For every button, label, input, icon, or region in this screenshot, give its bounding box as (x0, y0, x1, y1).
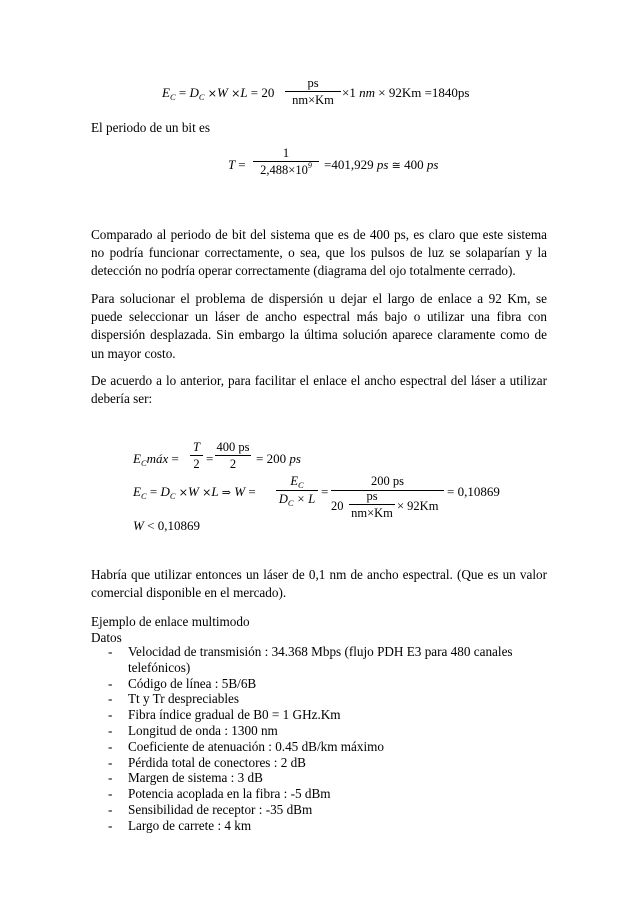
eq2-lhs (228, 157, 246, 173)
eq1-lhs: E (162, 85, 170, 100)
eq5-lt: < (147, 518, 155, 533)
eq2-unit-2: ps (426, 157, 439, 172)
list-item (91, 691, 551, 707)
eq3-lhs: E (133, 451, 141, 466)
eq3-unit: ps (289, 451, 301, 466)
paragraph-solucionar: Para solucionar el problema de dispersión u dejar el largo de enlace a 92 Km, se puede seleccionar un láser de ancho espectral más bajo o utilizar una fibra con dispersión desplazada. Sin embargo la última solución aparece claramente como de un mayor costo. (91, 291, 547, 361)
eq4-f1-num (276, 474, 318, 489)
eq4-times-2: × (202, 486, 212, 499)
list-dash: - (108, 754, 113, 770)
list-dash: - (108, 707, 113, 723)
list-item (91, 770, 551, 786)
eq1-frac-den: nm×Km (292, 93, 334, 107)
eq1-frac-num: ps (307, 76, 319, 90)
eq1-result: =1840ps (424, 85, 470, 100)
eq4-lhs: E (133, 484, 141, 499)
eq3-f1-den: 2 (193, 457, 200, 471)
eq4-w2: W (234, 484, 246, 499)
list-dash: - (108, 691, 113, 707)
eq5-w: W (133, 518, 144, 533)
eq3-f1-bar (190, 455, 203, 456)
eq2-result-2: 400 (404, 157, 424, 172)
eq4-f1-num-e: E (290, 474, 298, 488)
list-item-text: Potencia acoplada en la fibra : -5 dBm (128, 786, 331, 802)
eq4-f2-den-den: nm×Km (351, 506, 393, 520)
eq1-d: D (189, 85, 199, 100)
list-item (91, 786, 551, 802)
eq3-lhs-word: máx (146, 451, 169, 466)
eq3-result: = 200 (256, 451, 287, 466)
equation-w-limit (133, 518, 200, 534)
eq3-lhs-sub: C (140, 458, 147, 468)
list-item (91, 802, 551, 818)
eq1-km: × 92Km (378, 85, 422, 100)
eq4-f1-den-sub: C (287, 498, 294, 508)
eq2-frac-num: 1 (282, 146, 290, 160)
list-item-text: Tt y Tr despreciables (128, 691, 239, 707)
list-item-text: Longitud de onda : 1300 nm (128, 722, 278, 738)
eq1-times-1: × (207, 87, 217, 100)
eq2-equals: = (238, 157, 246, 172)
list-item-text: Margen de sistema : 3 dB (128, 770, 263, 786)
list-dash: - (108, 644, 113, 659)
eq4-times-1: × (178, 486, 188, 499)
list-item (91, 818, 551, 834)
eq4-result: = 0,10869 (447, 484, 500, 499)
eq3-equals: = (171, 451, 179, 466)
eq4-f1-den-rest: × L (296, 492, 316, 506)
list-item (91, 739, 551, 755)
eq1-l: L (240, 85, 248, 100)
list-item (91, 707, 551, 723)
list-item-text: Código de línea : 5B/6B (128, 675, 257, 691)
list-item (91, 755, 551, 771)
eq4-w: W (188, 484, 199, 499)
list-dash: - (108, 722, 113, 738)
list-item (91, 644, 551, 676)
periodo-bit-text: El periodo de un bit es (91, 120, 211, 135)
eq3-f2-num: 400 ps (216, 440, 250, 454)
eq1-nm: nm (359, 85, 375, 100)
list-item-text: Velocidad de transmisión : 34.368 Mbps (flujo PDH E3 para 480 canales telefónicos) (128, 644, 513, 675)
list-dash: - (108, 770, 113, 786)
eq4-equals: = (149, 484, 158, 499)
eq4-f2-num (331, 474, 444, 488)
list-dash: - (108, 817, 113, 833)
eq4-equals-2: = (248, 484, 256, 499)
eq4-f2-den-num: ps (366, 489, 378, 503)
eq4-d-sub: C (169, 491, 176, 501)
eq3-f1-num: T (193, 440, 200, 454)
eq2-frac-den-base: 2,488×10 (260, 163, 308, 177)
eq1-equals: = (178, 85, 187, 100)
eq4-f1-num-sub: C (297, 480, 304, 490)
eq4-f2-den-fraction (349, 489, 395, 520)
eq4-f1-bar (276, 490, 318, 491)
list-item-text: Sensibilidad de receptor : -35 dBm (128, 801, 313, 817)
eq1-w: W (217, 85, 228, 100)
list-dash: - (108, 675, 113, 691)
eq4-fraction-1 (276, 474, 318, 507)
eq3-fraction-2 (215, 440, 251, 471)
eq2-approx: ≅ (391, 159, 401, 172)
eq2-lhs-t: T (228, 157, 235, 172)
list-dash: - (108, 738, 113, 754)
eq3-f2-bar (215, 455, 251, 456)
list-item-text: Fibra índice gradual de B0 = 1 GHz.Km (128, 707, 341, 723)
eq4-d: D (160, 484, 170, 499)
eq4-f2-den-bar (349, 504, 395, 505)
eq1-after-frac: ×1 (342, 85, 356, 100)
paragraph-comparado: Comparado al periodo de bit del sistema que es de 400 ps, es claro que este sistema no podría funcionar correctamente, o sea, que los pulsos de luz se solaparían y la detección no podría operar correctamente (diagrama del ojo totalmente cerrado). (91, 227, 547, 279)
list-item (91, 676, 551, 692)
eq1-d-sub: C (198, 92, 205, 102)
eq4-f2-den-tail: × 92Km (397, 499, 439, 513)
datos-list (91, 644, 551, 834)
ejemplo-heading: Ejemplo de enlace multimodo (91, 614, 250, 629)
eq4-lhs-sub: C (140, 491, 147, 501)
eq4-f1-den (276, 492, 318, 507)
eq3-f2-den: 2 (229, 457, 237, 471)
list-dash: - (108, 786, 113, 802)
eq2-frac-den (253, 163, 319, 179)
eq1-coef: 20 (261, 85, 275, 100)
eq3-equals-2: = (206, 451, 214, 466)
eq2-result: =401,929 (324, 157, 374, 172)
eq1-times-2: × (231, 87, 241, 100)
eq3-fraction-1 (190, 440, 203, 471)
paragraph-habria: Habría que utilizar entonces un láser de 0,1 nm de ancho espectral. (Que es un valor comercial disponible en el mercado). (91, 567, 547, 601)
list-item-text: Pérdida total de conectores : 2 dB (128, 754, 306, 770)
eq1-fraction (285, 76, 341, 107)
eq4-f2-num-value: 200 ps (371, 474, 404, 488)
eq1-frac-bar (285, 91, 341, 92)
eq1-equals-2: = (250, 85, 259, 100)
list-dash: - (108, 801, 113, 817)
eq4-implies: ⇒ (221, 486, 232, 499)
eq4-equals-3: = (321, 484, 329, 499)
eq2-fraction (253, 146, 319, 179)
datos-label: Datos (91, 630, 122, 645)
eq2-unit-1: ps (376, 157, 389, 172)
eq2-frac-den-exp: 9 (307, 161, 312, 170)
paragraph-de-acuerdo: De acuerdo a lo anterior, para facilitar el enlace el ancho espectral del láser a utilizar debería ser: (91, 373, 547, 407)
list-item-text: Largo de carrete : 4 km (128, 817, 252, 833)
eq4-f1-den-d: D (278, 492, 288, 506)
list-item (91, 723, 551, 739)
eq4-l: L (211, 484, 219, 499)
eq5-value: 0,10869 (157, 518, 200, 533)
eq4-f2-den-coef: 20 (331, 499, 344, 513)
list-item-text: Coeficiente de atenuación : 0.45 dB/km máximo (128, 738, 384, 754)
eq1-lhs-sub: C (169, 92, 176, 102)
